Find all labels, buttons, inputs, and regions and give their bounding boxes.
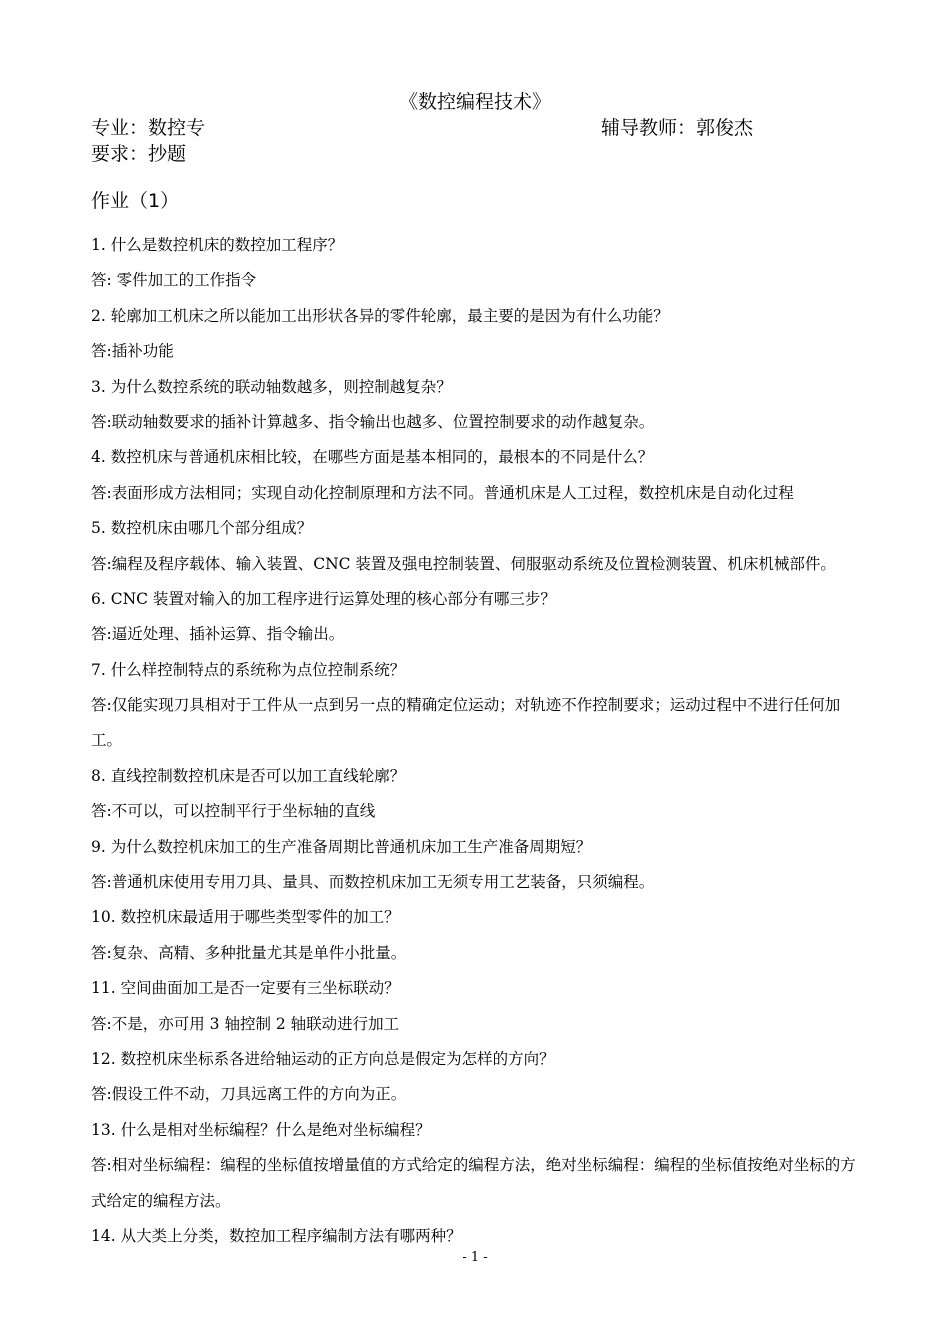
question: 8. 直线控制数控机床是否可以加工直线轮廓？	[91, 766, 406, 785]
question: 6. CNC 装置对输入的加工程序进行运算处理的核心部分有哪三步？	[91, 589, 556, 608]
answer: 答:相对坐标编程：编程的坐标值按增量值的方式给定的编程方法，绝对坐标编程：编程的坐标值按绝对坐标的方式给定的编程方法。	[91, 1156, 856, 1210]
answer: 答:表面形成方法相同；实现自动化控制原理和方法不同。普通机床是人工过程，数控机床是自动化过程	[91, 483, 794, 502]
question: 14. 从大类上分类，数控加工程序编制方法有哪两种？	[91, 1227, 462, 1245]
answer: 答:复杂、高精、多种批量尤其是单件小批量。	[91, 943, 407, 962]
question: 13. 什么是相对坐标编程？什么是绝对坐标编程？	[91, 1120, 431, 1139]
answer: 答:插补功能	[91, 342, 174, 361]
answer: 答:编程及程序载体、输入装置、CNC 装置及强电控制装置、伺服驱动系统及位置检测装置、机床机械部件。	[91, 554, 836, 573]
question: 12. 数控机床坐标系各进给轴运动的正方向总是假定为怎样的方向？	[91, 1050, 555, 1069]
question: 9. 为什么数控机床加工的生产准备周期比普通机床加工生产准备周期短？	[91, 837, 592, 856]
question: 4. 数控机床与普通机床相比较，在哪些方面是基本相同的，最根本的不同是什么？	[91, 448, 654, 467]
document-title: 《数控编程技术》	[398, 91, 551, 113]
question: 3. 为什么数控系统的联动轴数越多，则控制越复杂？	[91, 377, 452, 396]
answer: 答:联动轴数要求的插补计算越多、指令输出也越多、位置控制要求的动作越复杂。	[91, 412, 655, 431]
question-answer-list	[91, 228, 866, 1254]
answer: 答:假设工件不动，刀具远离工件的方向为正。	[91, 1085, 407, 1104]
question: 10. 数控机床最适用于哪些类型零件的加工？	[91, 908, 400, 927]
answer: 答:不可以，可以控制平行于坐标轴的直线	[91, 802, 376, 821]
question: 1. 什么是数控机床的数控加工程序？	[91, 236, 344, 254]
question: 5. 数控机床由哪几个部分组成？	[91, 519, 313, 538]
answer: 答:普通机床使用专用刀具、量具、而数控机床加工无须专用工艺装备，只须编程。	[91, 873, 655, 892]
page-number: - 1 -	[462, 1250, 488, 1265]
answer: 答:逼近处理、插补运算、指令输出。	[91, 625, 345, 644]
answer: 答: 零件加工的工作指令	[91, 271, 257, 290]
answer: 答:仅能实现刀具相对于工件从一点到另一点的精确定位运动；对轨迹不作控制要求；运动过程中不进行任何加工。	[91, 696, 841, 750]
question: 7. 什么样控制特点的系统称为点位控制系统？	[91, 660, 406, 679]
homework-heading: 作业（1）	[91, 190, 180, 212]
question: 2. 轮廓加工机床之所以能加工出形状各异的零件轮廓，最主要的是因为有什么功能？	[91, 306, 669, 325]
tutor-label: 辅导教师：郭俊杰	[601, 117, 754, 139]
requirement-label: 要求：抄题	[91, 143, 187, 165]
answer: 答:不是，亦可用 3 轴控制 2 轴联动进行加工	[91, 1014, 400, 1033]
question: 11. 空间曲面加工是否一定要有三坐标联动？	[91, 979, 400, 998]
major-label: 专业：数控专	[91, 117, 206, 139]
